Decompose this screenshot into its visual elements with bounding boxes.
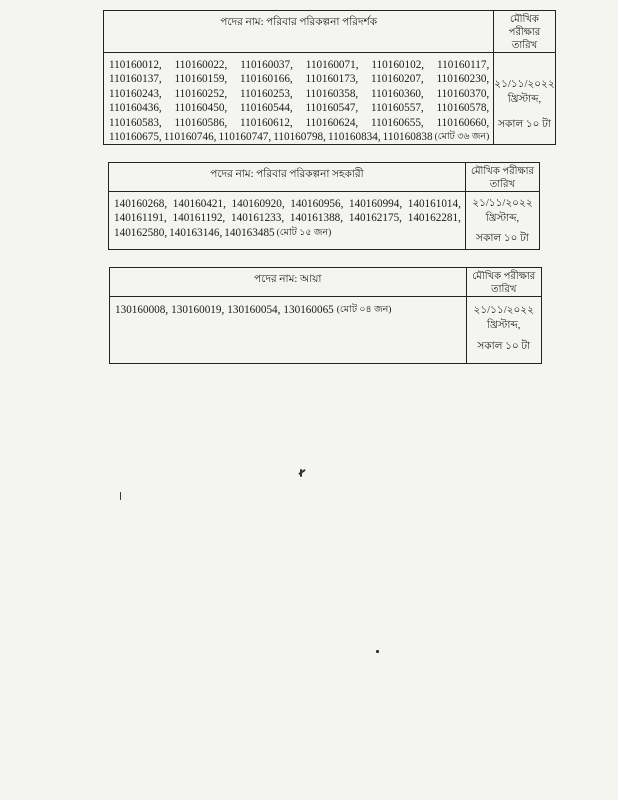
roll-list bbox=[110, 297, 467, 364]
post-title bbox=[110, 268, 467, 297]
post-title-text: পদের নাম: পরিবার পরিকল্পনা সহকারী bbox=[210, 169, 364, 180]
date-header-line2: তারিখ bbox=[489, 179, 516, 190]
roll-number: 110160547, bbox=[305, 102, 359, 115]
roll-number: 130160065 bbox=[283, 304, 334, 316]
roll-number: 140160956, bbox=[290, 198, 344, 210]
roll-row bbox=[109, 72, 489, 86]
roll-number: 110160022, bbox=[174, 59, 228, 71]
roll-number: 110160370, bbox=[436, 87, 490, 100]
roll-number: 110160358, bbox=[305, 87, 359, 100]
date-header bbox=[465, 163, 539, 192]
roll-number: 130160054, bbox=[227, 304, 281, 316]
roll-number: 110160436, bbox=[109, 102, 162, 115]
post-title-text: পদের নাম: পরিবার পরিকল্পনা পরিদর্শক bbox=[220, 17, 378, 28]
post-title-text: পদের নাম: আয়া bbox=[254, 274, 322, 285]
roll-number: 110160253, bbox=[240, 87, 293, 100]
interview-time: সকাল ১০ টা bbox=[498, 119, 551, 130]
date-header-line1: মৌখিক পরীক্ষার bbox=[470, 166, 534, 177]
interview-date-cell bbox=[466, 297, 542, 364]
roll-number: 110160252, bbox=[174, 87, 228, 100]
roll-number: 110160137, bbox=[109, 73, 162, 86]
roll-number: 140160994, bbox=[349, 198, 403, 210]
roll-number: 110160586, bbox=[174, 116, 228, 129]
scan-speck bbox=[376, 650, 379, 653]
roll-row bbox=[109, 58, 489, 72]
date-header bbox=[466, 268, 542, 297]
roll-number: 110160612, bbox=[240, 116, 293, 129]
roll-number: 110160071, bbox=[305, 59, 359, 71]
roll-number: 110160207, bbox=[371, 73, 424, 86]
roll-number: 110160675, bbox=[109, 131, 162, 144]
inspector-table bbox=[103, 10, 556, 145]
interview-date-cell bbox=[494, 53, 555, 145]
roll-number: 110160746, bbox=[163, 131, 217, 144]
roll-number: 140163485 bbox=[224, 226, 275, 239]
total-count: (মোট ০৪ জন) bbox=[336, 305, 392, 315]
roll-number: 110160230, bbox=[436, 73, 490, 86]
scan-speck bbox=[300, 469, 302, 477]
roll-number: 130160008, bbox=[115, 304, 169, 316]
post-title bbox=[109, 163, 466, 192]
interview-shift: খ্রিস্টাব্দ, bbox=[485, 213, 520, 224]
interview-shift: খ্রিস্টাব্দ, bbox=[487, 320, 521, 331]
roll-number: 110160360, bbox=[371, 87, 424, 100]
roll-number: 110160544, bbox=[240, 102, 293, 115]
interview-date-cell bbox=[465, 192, 539, 250]
roll-number: 140161014, bbox=[407, 198, 461, 210]
date-header-line2: তারিখ bbox=[511, 40, 538, 51]
roll-row bbox=[115, 303, 462, 317]
roll-row bbox=[114, 197, 461, 211]
roll-row bbox=[109, 87, 489, 101]
aya-table bbox=[109, 267, 542, 364]
roll-number: 140161233, bbox=[231, 212, 285, 225]
roll-number: 110160798, bbox=[273, 131, 326, 144]
roll-number: 140162580, bbox=[114, 226, 168, 239]
roll-number: 110160037, bbox=[240, 59, 293, 71]
date-header-line2: তারিখ bbox=[491, 284, 517, 295]
roll-row bbox=[109, 130, 489, 144]
post-title bbox=[104, 11, 494, 53]
interview-time: সকাল ১০ টা bbox=[476, 233, 529, 244]
date-header-line1: মৌখিক পরীক্ষার bbox=[508, 14, 541, 38]
roll-number: 110160159, bbox=[174, 73, 228, 86]
date-header-line1: মৌখিক পরীক্ষার bbox=[472, 271, 536, 282]
roll-number: 110160583, bbox=[109, 116, 162, 129]
roll-number: 110160450, bbox=[174, 102, 228, 115]
date-header bbox=[494, 11, 555, 53]
roll-number: 140160421, bbox=[172, 198, 226, 210]
roll-number: 130160019, bbox=[171, 304, 225, 316]
roll-number: 110160173, bbox=[305, 73, 359, 86]
roll-row bbox=[114, 226, 461, 240]
interview-date: ২১/১১/২০২২ bbox=[472, 198, 533, 209]
assistant-table bbox=[108, 162, 540, 250]
scan-speck bbox=[120, 492, 121, 500]
roll-number: 110160578, bbox=[436, 102, 490, 115]
roll-number: 110160557, bbox=[371, 102, 424, 115]
roll-number: 140161388, bbox=[289, 212, 344, 225]
interview-time: সকাল ১০ টা bbox=[477, 341, 531, 352]
roll-number: 110160834, bbox=[327, 131, 381, 144]
roll-row bbox=[114, 211, 461, 225]
roll-row bbox=[109, 116, 489, 130]
roll-number: 110160624, bbox=[305, 116, 359, 129]
interview-shift: খ্রিস্টাব্দ, bbox=[507, 94, 542, 105]
interview-date: ২১/১১/২০২২ bbox=[473, 305, 534, 316]
roll-number: 110160747, bbox=[218, 131, 272, 144]
roll-number: 110160660, bbox=[436, 116, 490, 129]
roll-number: 110160243, bbox=[109, 87, 162, 100]
roll-number: 140161191, bbox=[114, 212, 167, 225]
roll-number: 110160838 bbox=[382, 131, 433, 144]
roll-number: 110160166, bbox=[240, 73, 293, 86]
roll-number: 140160920, bbox=[231, 198, 285, 210]
roll-number: 110160117, bbox=[436, 59, 490, 71]
roll-number: 110160655, bbox=[371, 116, 424, 129]
roll-row bbox=[109, 101, 489, 115]
roll-number: 110160012, bbox=[109, 59, 162, 71]
total-count: (মোট ৩৬ জন) bbox=[434, 132, 490, 143]
total-count: (মোট ১৫ জন) bbox=[276, 227, 332, 238]
roll-number: 140162281, bbox=[407, 212, 461, 225]
roll-number: 140160268, bbox=[114, 198, 168, 210]
roll-list bbox=[104, 53, 494, 145]
interview-date: ২১/১১/২০২২ bbox=[494, 79, 555, 90]
roll-number: 110160102, bbox=[371, 59, 425, 71]
roll-number: 140162175, bbox=[348, 212, 402, 225]
roll-number: 140163146, bbox=[169, 226, 223, 239]
roll-list bbox=[109, 192, 466, 250]
roll-number: 140161192, bbox=[172, 212, 226, 225]
